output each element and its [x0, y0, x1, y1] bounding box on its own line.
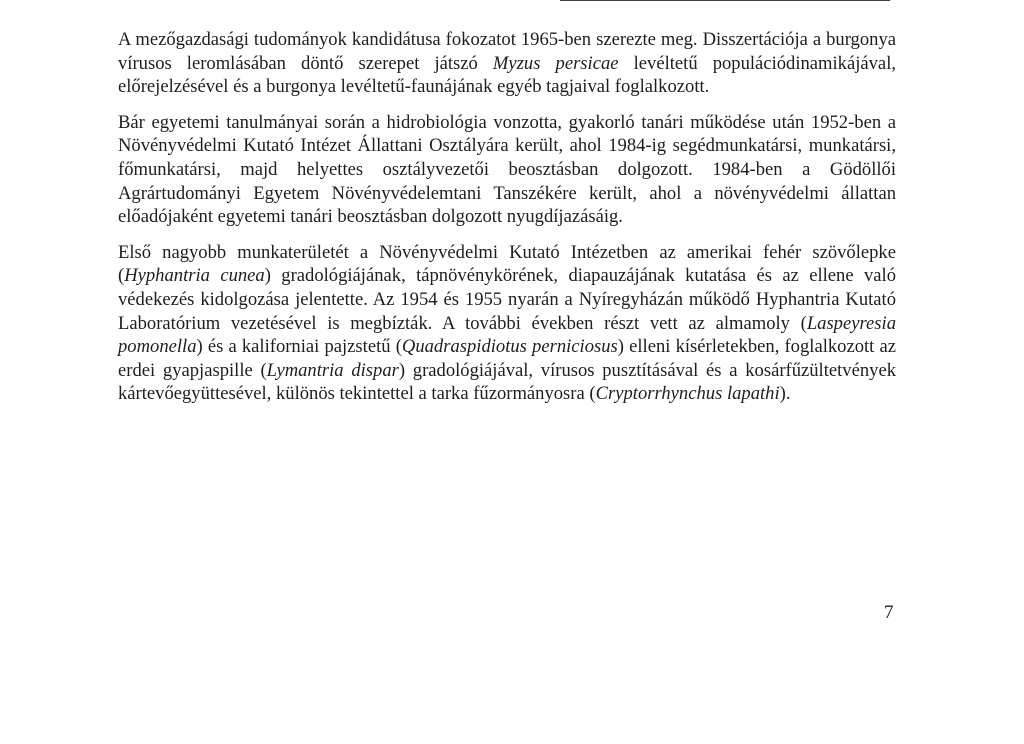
- page-number: 7: [884, 602, 894, 623]
- species-name: Laspeyresia pomonella: [118, 312, 896, 358]
- species-name: Myzus persicae: [492, 52, 619, 74]
- text-run: ) és a kaliforniai pajzstetű (: [196, 336, 402, 358]
- species-name: Cryptorrhynchus lapathi: [595, 383, 780, 405]
- top-rule-divider: [560, 0, 890, 1]
- text-run: ) gradológiájának, tápnövénykörének, diapauzájának kutatása és az ellene való védekezés kidolgozása jelentette. Az 1954 és 1955 nyarán a Nyíregyházán működő Hyphantria Kutató Laboratórium vezetésével is megbízták. A további években részt vett az almamoly (: [118, 265, 896, 334]
- page-body-text: [118, 28, 896, 418]
- species-name: Hyphantria cunea: [124, 265, 265, 287]
- text-run: Első nagyobb munkaterületét a Növényvédelmi Kutató Intézetben az amerikai fehér szövőlepke (: [118, 241, 896, 287]
- text-run: ) gradológiájával, vírusos pusztításával és a kosárfűzültetvények kártevőegyüttesével, különös tekintettel a tarka fűzormányosra (: [118, 359, 896, 405]
- paragraph-research: [118, 241, 896, 406]
- paragraph-candidate-degree: [118, 28, 896, 99]
- text-run: ).: [779, 383, 791, 405]
- text-run: ) elleni kísérletekben, foglalkozott az erdei gyapjaspille (: [118, 336, 896, 381]
- text-run: A mezőgazdasági tudományok kandidátusa fokozatot 1965-ben szerezte meg. Disszertációja a burgonya vírusos leromlásában döntő szerepet játszó: [118, 29, 896, 74]
- text-run: Bár egyetemi tanulmányai során a hidrobiológia vonzotta, gyakorló tanári működése után 1952-ben a Növényvédelmi Kutató Intézet Állattani Osztályára került, ahol 1984-ig segédmunkatársi, munkatársi, főmunkatársi, majd helyettes osztályvezetői beosztásban dolgozott. 1984-ben a Gödöllői Agrártudományi Egyetem Növényvédelemtani Tanszékére került, ahol a növényvédelmi állattan előadójaként egyetemi tanári beosztásban dolgozott nyugdíjazásáig.: [118, 111, 896, 228]
- species-name: Lymantria dispar: [266, 359, 399, 381]
- paragraph-career: [118, 111, 896, 229]
- species-name: Quadraspidiotus perniciosus: [401, 336, 618, 358]
- text-run: levéltetű populációdinamikájával, előrejelzésével és a burgonya levéltetű-faunájának egyéb tagjaival foglalkozott.: [118, 52, 897, 98]
